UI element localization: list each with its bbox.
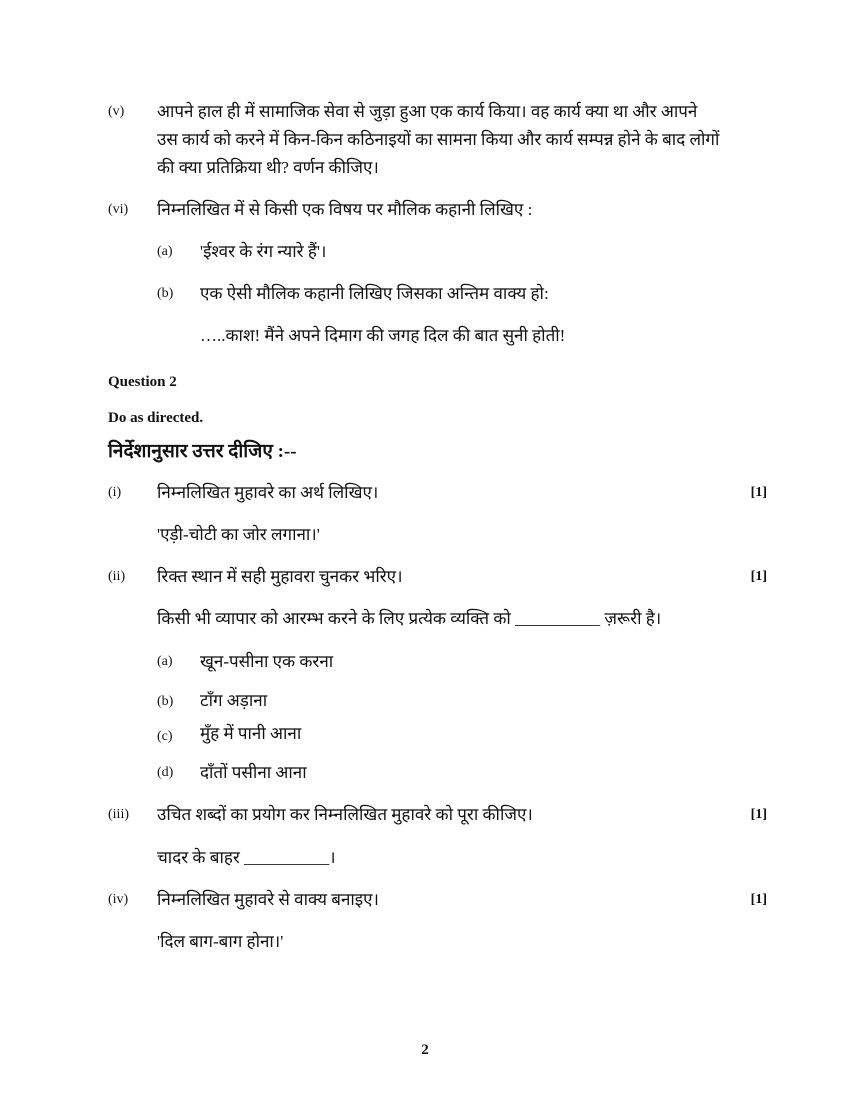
q2-iv-label: (iv) bbox=[108, 892, 129, 907]
q1-vi-b-quote: …..काश! मैंने अपने दिमाग की जगह दिल की बात सुनी होती! bbox=[200, 326, 566, 345]
q2-iii-label: (iii) bbox=[108, 807, 129, 822]
question-2-instruction: Do as directed. bbox=[108, 410, 204, 426]
q1-vi-a-text: 'ईश्वर के रंग न्यारे हैं'। bbox=[200, 242, 327, 261]
option-a-text: खून-पसीना एक करना bbox=[200, 652, 334, 671]
q1-vi-text: निम्नलिखित में से किसी एक विषय पर मौलिक कहानी लिखिए : bbox=[157, 200, 533, 219]
q1-v-line3: की क्या प्रतिक्रिया थी? वर्णन कीजिए। bbox=[157, 158, 379, 177]
q2-iii-text: उचित शब्दों का प्रयोग कर निम्नलिखित मुहावरे को पूरा कीजिए। bbox=[157, 805, 533, 824]
q1-v-line2: उस कार्य को करने में किन-किन कठिनाइयों का सामना किया और कार्य सम्पन्न होने के बाद लोगों bbox=[157, 130, 720, 149]
q2-iii-sub: चादर के बाहर __________। bbox=[157, 848, 336, 867]
q2-i-marks: [1] bbox=[750, 485, 767, 500]
q2-ii-marks: [1] bbox=[750, 569, 767, 584]
q1-vi-b-text: एक ऐसी मौलिक कहानी लिखिए जिसका अन्तिम वाक्य हो: bbox=[200, 284, 549, 303]
question-2-title: Question 2 bbox=[108, 374, 177, 390]
q2-ii-label: (ii) bbox=[108, 569, 126, 584]
option-c-text: मुँह में पानी आना bbox=[200, 724, 302, 743]
option-b-label: (b) bbox=[157, 694, 174, 709]
q1-vi-label: (vi) bbox=[108, 202, 129, 217]
q2-iv-marks: [1] bbox=[750, 892, 767, 907]
q2-ii-sub: किसी भी व्यापार को आरम्भ करने के लिए प्रत्येक व्यक्ति को __________ ज़रूरी है। bbox=[157, 609, 662, 628]
question-2-instruction-hindi: निर्देशानुसार उत्तर दीजिए :-- bbox=[108, 441, 297, 462]
q2-iv-text: निम्नलिखित मुहावरे से वाक्य बनाइए। bbox=[157, 890, 379, 909]
page-number: 2 bbox=[421, 1042, 429, 1058]
option-b-text: टाँग अड़ाना bbox=[200, 691, 268, 710]
q2-ii-text: रिक्त स्थान में सही मुहावरा चुनकर भरिए। bbox=[157, 567, 403, 586]
option-d-label: (d) bbox=[157, 765, 174, 780]
q1-vi-a-label: (a) bbox=[157, 244, 173, 259]
q2-i-text: निम्नलिखित मुहावरे का अर्थ लिखिए। bbox=[157, 483, 379, 502]
option-a-label: (a) bbox=[157, 654, 173, 669]
q1-v-line1: आपने हाल ही में सामाजिक सेवा से जुड़ा हुआ एक कार्य किया। वह कार्य क्या था और आपने bbox=[157, 102, 698, 121]
q2-i-label: (i) bbox=[108, 485, 122, 500]
q1-vi-b-label: (b) bbox=[157, 286, 174, 301]
option-c-label: (c) bbox=[157, 729, 173, 744]
q2-i-sub: 'एड़ी-चोटी का जोर लगाना।' bbox=[157, 525, 320, 544]
q2-iii-marks: [1] bbox=[750, 807, 767, 822]
q1-v-label: (v) bbox=[108, 104, 125, 119]
option-d-text: दाँतों पसीना आना bbox=[200, 763, 307, 782]
q2-iv-sub: 'दिल बाग-बाग होना।' bbox=[157, 932, 284, 951]
